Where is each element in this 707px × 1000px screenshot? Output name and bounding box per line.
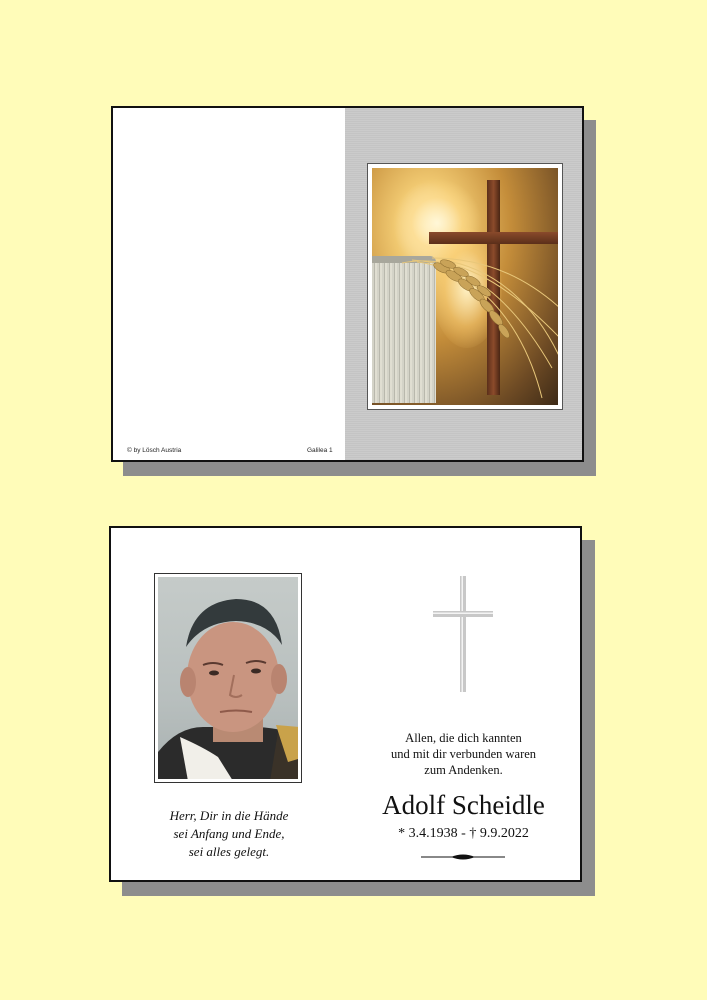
wheat-ear-icon	[372, 168, 558, 405]
verse-line: sei Anfang und Ende,	[173, 826, 285, 841]
portrait-person	[158, 577, 298, 779]
portrait-photo	[158, 577, 298, 779]
inside-card	[109, 526, 582, 882]
verse-line: Herr, Dir in die Hände	[169, 808, 289, 823]
dedication-line: und mit dir verbunden waren	[390, 747, 537, 761]
copyright-text: © by Lösch Austria	[127, 447, 182, 454]
ornament-divider-icon	[421, 852, 505, 862]
verse-line: sei alles gelegt.	[188, 844, 270, 859]
portrait-frame	[154, 573, 302, 783]
design-code-text: Galilea 1	[307, 447, 333, 454]
deceased-name: Adolf Scheidle	[382, 790, 545, 820]
cover-photo-wheat-cross-book	[372, 168, 558, 405]
dedication-line: Allen, die dich kannten	[405, 731, 522, 745]
dedication-line: zum Andenken.	[424, 763, 503, 777]
front-card-cover-panel	[345, 108, 582, 460]
front-card-blank-panel	[113, 108, 345, 460]
front-card	[111, 106, 584, 462]
verse	[129, 807, 329, 861]
dedication	[361, 730, 566, 778]
cross-icon	[433, 576, 493, 692]
cover-photo-frame	[367, 163, 563, 410]
life-dates: * 3.4.1938 - † 9.9.2022	[398, 826, 529, 841]
